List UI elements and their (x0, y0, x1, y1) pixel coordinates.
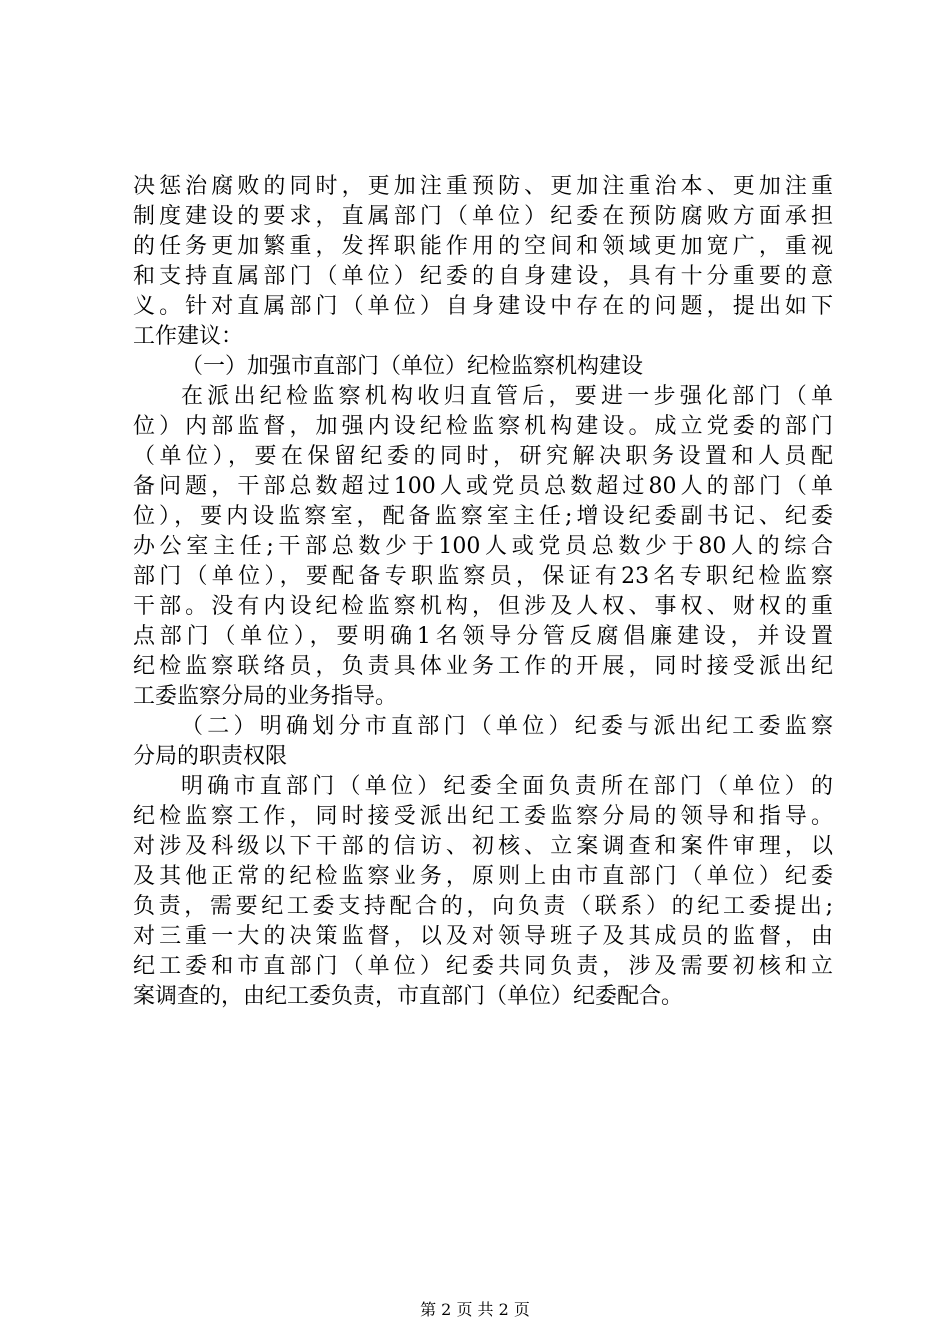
text-line: 办公室主任;干部总数少于100人或党员总数少于80人的综合 (133, 534, 833, 559)
text-line: （单位），要在保留纪委的同时，研究解决职务设置和人员配 (133, 444, 833, 469)
text-line: 负责，需要纪工委支持配合的，向负责（联系）的纪工委提出; (133, 894, 833, 919)
document-body (133, 172, 833, 1012)
text-line: 明确市直部门（单位）纪委全面负责所在部门（单位）的 (181, 774, 833, 799)
text-line: 义。针对直属部门（单位）自身建设中存在的问题，提出如下 (133, 294, 833, 319)
text-line: 备问题，干部总数超过100人或党员总数超过80人的部门（单 (133, 474, 833, 499)
text-line: 对涉及科级以下干部的信访、初核、立案调查和案件审理，以 (133, 834, 833, 859)
text-line: 工委监察分局的业务指导。 (133, 684, 398, 709)
page-footer: 第 2 页 共 2 页 (420, 1300, 530, 1319)
section-heading: （一）加强市直部门（单位）纪检监察机构建设 (181, 354, 644, 379)
text-line: 纪工委和市直部门（单位）纪委共同负责，涉及需要初核和立 (133, 954, 833, 979)
text-line: 和支持直属部门（单位）纪委的自身建设，具有十分重要的意 (133, 264, 833, 289)
text-line: 位）内部监督，加强内设纪检监察机构建设。成立党委的部门 (133, 414, 833, 439)
text-line: 纪检监察工作，同时接受派出纪工委监察分局的领导和指导。 (133, 804, 833, 829)
text-line: 在派出纪检监察机构收归直管后，要进一步强化部门（单 (181, 384, 833, 409)
text-line: （二）明确划分市直部门（单位）纪委与派出纪工委监察 (181, 714, 833, 739)
text-line: 部门（单位），要配备专职监察员，保证有23名专职纪检监察 (133, 564, 833, 589)
text-line: 制度建设的要求，直属部门（单位）纪委在预防腐败方面承担 (133, 204, 833, 229)
text-line: 位），要内设监察室，配备监察室主任;增设纪委副书记、纪委 (133, 504, 833, 529)
text-line: 纪检监察联络员，负责具体业务工作的开展，同时接受派出纪 (133, 654, 833, 679)
text-line: 及其他正常的纪检监察业务，原则上由市直部门（单位）纪委 (133, 864, 833, 889)
text-line: 案调查的，由纪工委负责，市直部门（单位）纪委配合。 (133, 984, 684, 1009)
text-line: 点部门（单位），要明确1名领导分管反腐倡廉建设，并设置 (133, 624, 833, 649)
text-line: 对三重一大的决策监督，以及对领导班子及其成员的监督，由 (133, 924, 833, 949)
text-line: 干部。没有内设纪检监察机构，但涉及人权、事权、财权的重 (133, 594, 833, 619)
text-line: 的任务更加繁重，发挥职能作用的空间和领域更加宽广，重视 (133, 234, 833, 259)
text-line: 决惩治腐败的同时，更加注重预防、更加注重治本、更加注重 (133, 174, 833, 199)
text-line: 分局的职责权限 (133, 744, 288, 769)
text-line: 工作建议： (133, 324, 244, 349)
